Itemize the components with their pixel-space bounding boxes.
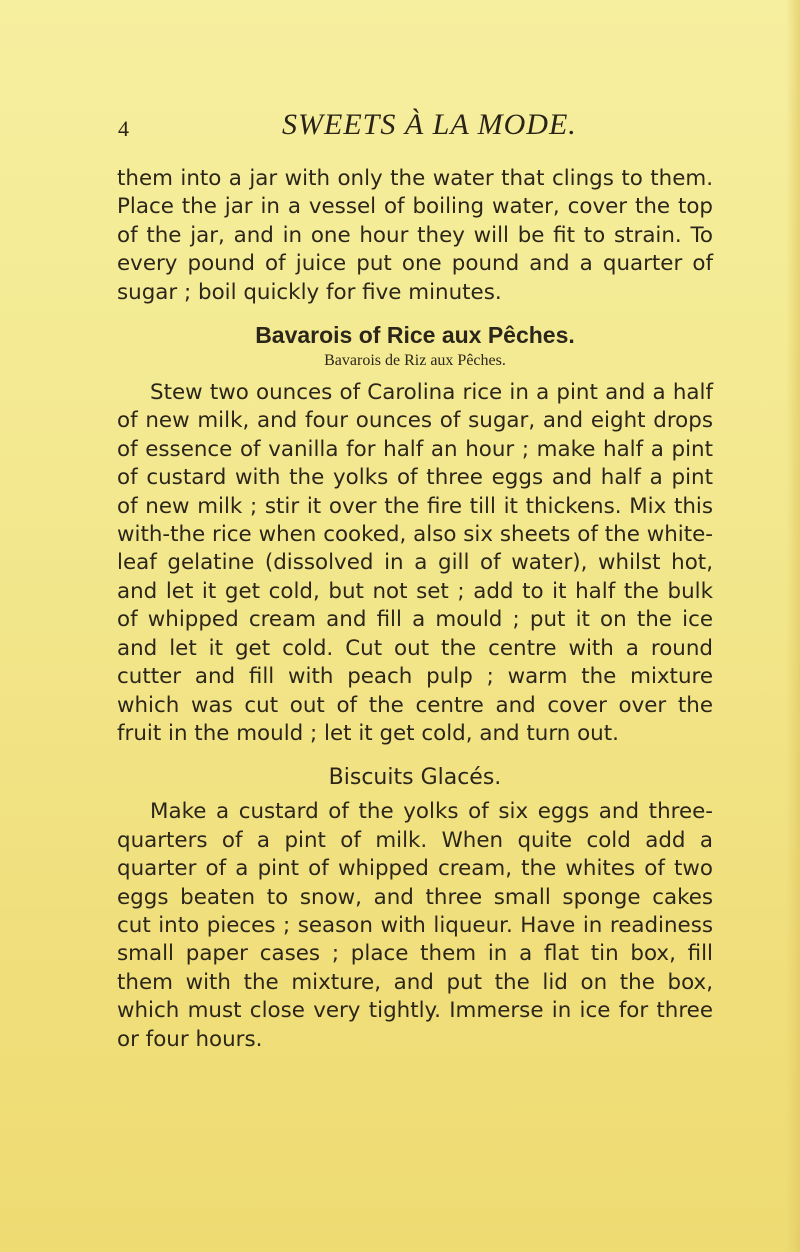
page-edge-shadow: [786, 0, 800, 1252]
running-head: [0, 108, 800, 148]
page-body: [117, 165, 713, 1054]
recipe-title-biscuits: Biscuits Glacés.: [328, 765, 502, 791]
recipe-text-biscuits: Make a custard of the yolks of six eggs and three-quarters of a pint of milk. When quite cold add a quarter of a pint of whipped cream, the whites of two eggs beaten to snow, and three small sponge cakes cut into pieces ; season with liqueur. Have in readiness small paper cases ; place them in a flat tin box, fill them with the mixture, and put the lid on the box, which must close very tightly. Immerse in ice for three or four hours.: [117, 799, 713, 1052]
intro-paragraph: them into a jar with only the water that clings to them. Place the jar in a vessel of boiling water, cover the top of the jar, and in one hour they will be fit to strain. To every pound of juice put one pound and a quarter of sugar ; boil quickly for five minutes.: [117, 166, 713, 305]
running-title: SWEETS À LA MODE.: [282, 108, 577, 141]
page-number: 4: [118, 116, 129, 141]
recipe-subtitle-bavarois: Bavarois de Riz aux Pêches.: [324, 352, 506, 370]
recipe-title-bavarois: Bavarois of Rice aux Pêches.: [255, 322, 575, 349]
recipe-text-bavarois: Stew two ounces of Carolina rice in a pint and a half of new milk, and four ounces of sugar, and eight drops of essence of vanilla for half an hour ; make half a pint of custard with the yolks of three eggs and half a pint of new milk ; stir it over the fire till it thickens. Mix this with-the rice when cooked, also six sheets of the white-leaf gelatine (dissolved in a gill of water), whilst hot, and let it get cold, but not set ; add to it half the bulk of whipped cream and fill a mould ; put it on the ice and let it get cold. Cut out the centre with a round cutter and fill with peach pulp ; warm the mixture which was cut out of the centre and cover over the fruit in the mould ; let it get cold, and turn out.: [117, 380, 713, 746]
